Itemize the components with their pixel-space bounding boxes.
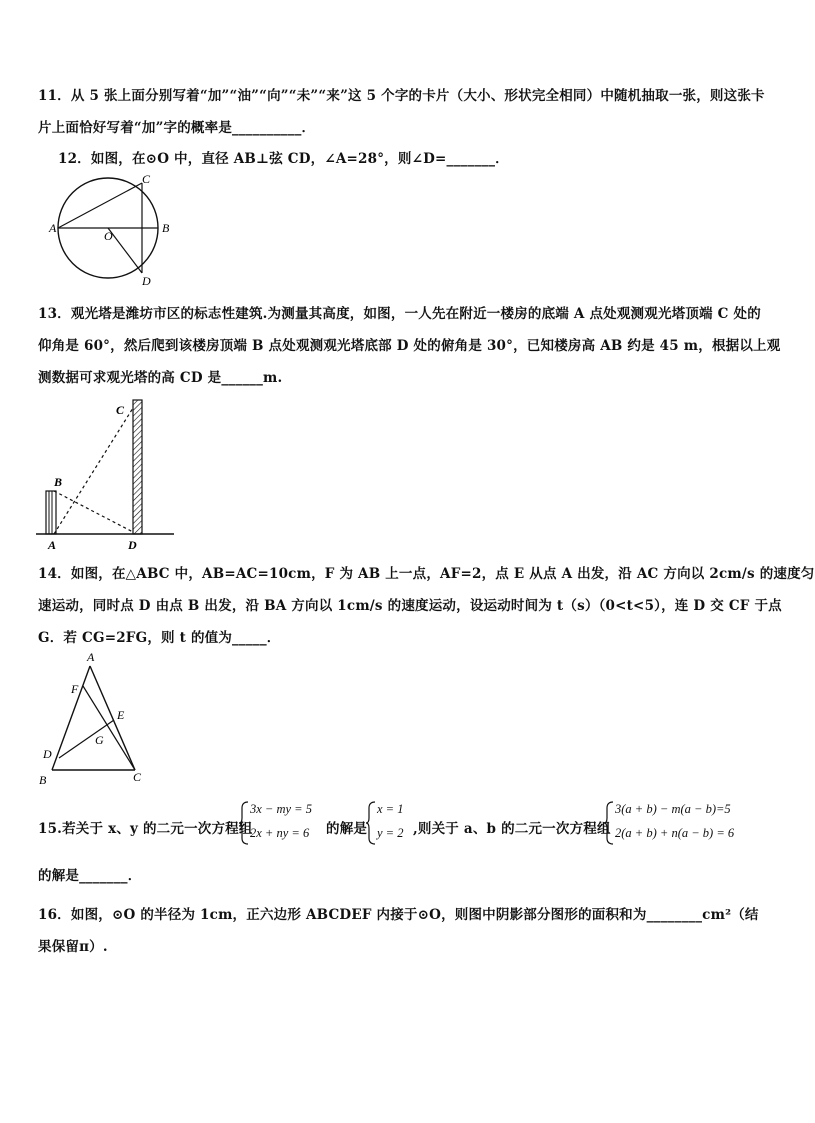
label-a: A [48,538,57,552]
segment-ac [58,183,142,228]
system3-eq1: 3(a + b) − m(a − b)=5 [615,802,731,816]
label-c: C [133,770,142,784]
label-c: C [116,403,125,417]
label-e: E [117,708,125,722]
q13-tower-figure [36,394,176,554]
system1-eq2: 2x + ny = 6 [250,826,310,840]
q16-line2: 果保留π）. [38,939,108,955]
q11-line1: 11．从 5 张上面分别写着“加”“油”“向”“未”“来”这 5 个字的卡片（大小、形状完全相同）中随机抽取一张，则这张卡 [38,88,765,104]
q11-line2: 片上面恰好写着“加”字的概率是__________． [38,120,316,136]
q14-line1: 14．如图，在△ABC 中，AB=AC=10cm，F 为 AB 上一点，AF=2，点 E 从点 A 出发，沿 AC 方向以 2cm/s 的速度匀 [38,566,815,582]
segment-de [59,720,114,758]
q12-circle-figure [50,170,190,290]
label-a: A [87,650,95,664]
left-brace-2 [366,800,376,846]
label-o: O [104,229,113,243]
label-a: A [49,221,57,235]
q13-line2: 仰角是 60°，然后爬到该楼房顶端 B 点处观测观光塔底部 D 处的俯角是 30°，已知楼房高 AB 约是 45 m，根据以上观 [38,338,781,354]
label-d: D [128,538,137,552]
label-c: C [142,172,151,186]
system2-eq1: x = 1 [377,802,404,816]
segment-cf [83,686,135,770]
system3-eq2: 2(a + b) + n(a − b) = 6 [615,826,735,840]
side-ac [90,666,135,770]
building-ab [46,491,56,534]
q14-line2: 速运动，同时点 D 由点 B 出发，沿 BA 方向以 1cm/s 的速度运动，设运动时间为 t（s）（0<t<5），连 D 交 CF 于点 [38,598,782,614]
tower-cd [133,400,142,534]
label-f: F [71,682,79,696]
sightline-ac [54,408,133,534]
label-g: G [95,733,104,747]
q15-mid: 的解是 [326,821,368,837]
q15-line2: 的解是_______． [38,868,142,884]
segment-od [108,228,142,273]
q15-prefix: 15.若关于 x、y 的二元一次方程组 [38,821,253,837]
q16-line1: 16．如图，⊙O 的半径为 1cm，正六边形 ABCDEF 内接于⊙O，则图中阴影部分图形的面积和为________cm²（结 [38,907,759,923]
label-b: B [39,773,47,787]
label-d: D [142,274,151,288]
q15-mid2: ,则关于 a、b 的二元一次方程组 [413,821,611,837]
q14-triangle-figure [34,648,154,786]
sightline-bd [54,491,133,532]
q13-line3: 测数据可求观光塔的高 CD 是______m. [38,370,283,386]
system1-eq1: 3x − my = 5 [250,802,312,816]
left-brace-1 [239,800,249,846]
label-d: D [43,747,52,761]
label-b: B [162,221,170,235]
q12-line1: 12．如图，在⊙O 中，直径 AB⊥弦 CD，∠A=28°，则∠D=_______． [58,151,509,167]
q14-line3: G．若 CG=2FG，则 t 的值为_____． [38,630,281,646]
q13-line1: 13．观光塔是潍坊市区的标志性建筑.为测量其高度，如图，一人先在附近一楼房的底端 A 点处观测观光塔顶端 C 处的 [38,306,761,322]
system2-eq2: y = 2 [377,826,404,840]
left-brace-3 [604,800,614,846]
label-b: B [54,475,63,489]
